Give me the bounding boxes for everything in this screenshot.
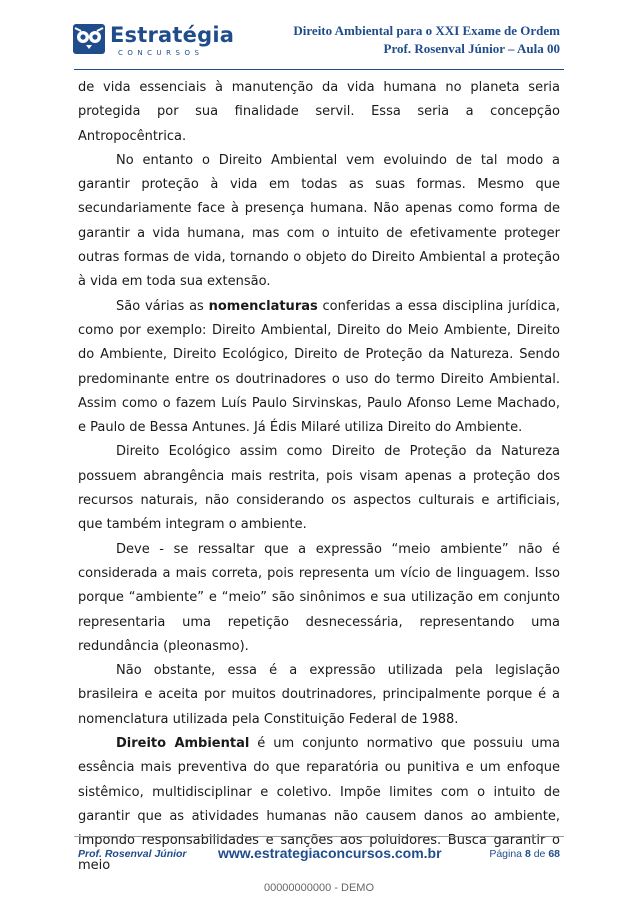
page-footer [78,845,560,867]
page-header [0,0,638,68]
logo-subtitle: CONCURSOS [118,49,204,57]
page-indicator [489,848,560,860]
owl-icon [72,22,106,56]
footer-author: Prof. Rosenval Júnior [78,848,187,860]
paragraph-2: No entanto o Direito Ambiental vem evoluindo de tal modo a garantir proteção à vida em todas as suas formas. Mesmo que secundariamente face à presença humana. Não apenas como forma de garantir a vida humana, mas com o intuito de efetivamente proteger outras formas de vida, tornando o objeto do Direito Ambiental a proteção à vida em toda sua extensão. [78,152,560,290]
logo-wordmark: Estratégia [110,23,235,47]
page-number: 8 [524,848,531,860]
paragraph-4: Direito Ecológico assim como Direito de Proteção da Natureza possuem abrangência mais restrita, pois visam apenas a proteção dos recursos naturais, não considerando os aspectos culturais e artificiais, que também integram o ambiente. [78,444,560,533]
paragraph-6: Não obstante, essa é a expressão utilizada pela legislação brasileira e aceita por muitos doutrinadores, principalmente porque é a nomenclatura utilizada pela Constituição Federal de 1988. [78,663,560,727]
page-of: de [533,848,546,860]
paragraph-1: de vida essenciais à manutenção da vida humana no planeta seria protegida por sua finalidade servil. Essa seria a concepção Antropocêntrica. [78,80,560,144]
bold-term-nomenclaturas: nomenclaturas [208,298,318,314]
paragraph-3-start: São várias as [116,298,209,314]
page-total: 68 [548,848,560,860]
document-title [293,22,560,58]
page-label: Página [489,848,523,860]
estrategia-logo [72,22,242,62]
paragraph-3-rest: conferidas a essa disciplina jurídica, como por exemplo: Direito Ambiental, Direito do Meio Ambiente, Direito do Ambiente, Direito Ecológico, Direito de Proteção da Natureza. Sendo predominante entre os doutrinadores o uso do termo Direito Ambiental. Assim como o fazem Luís Paulo Sirvinskas, Paulo Afonso Leme Machado, e Paulo de Bessa Antunes. Já Édis Milaré utiliza Direito do Ambiente. [78,298,560,436]
header-divider [74,69,564,70]
paragraph-5: Deve - se ressaltar que a expressão “meio ambiente” não é considerada a mais correta, pois representa um vício de linguagem. Isso porque “ambiente” e “meio” são sinônimos e sua utilização em conjunto representaria uma repetição desnecessária, representando uma redundância (pleonasmo). [78,541,560,654]
body-text [78,76,560,878]
paragraph-3 [78,295,560,441]
footer-website-link[interactable]: www.estrategiaconcursos.com.br [218,845,442,861]
paragraph-7-rest: é um conjunto normativo que possuiu uma essência mais preventiva do que reparatória ou punitiva e um enfoque sistêmico, multidisciplinar e coletivo. Impõe limites com o intuito de garantir que as atividades humanas não causem danos ao ambiente, impondo responsabilidades e sanções aos poluidores. Busca garantir o meio [78,736,560,873]
footer-divider [74,836,564,837]
bold-term-direito-ambiental: Direito Ambiental [116,736,250,752]
course-title: Direito Ambiental para o XXI Exame de Ordem [293,23,560,38]
demo-watermark: 00000000000 - DEMO [263,882,375,894]
lesson-title: Prof. Rosenval Júnior – Aula 00 [383,41,560,56]
